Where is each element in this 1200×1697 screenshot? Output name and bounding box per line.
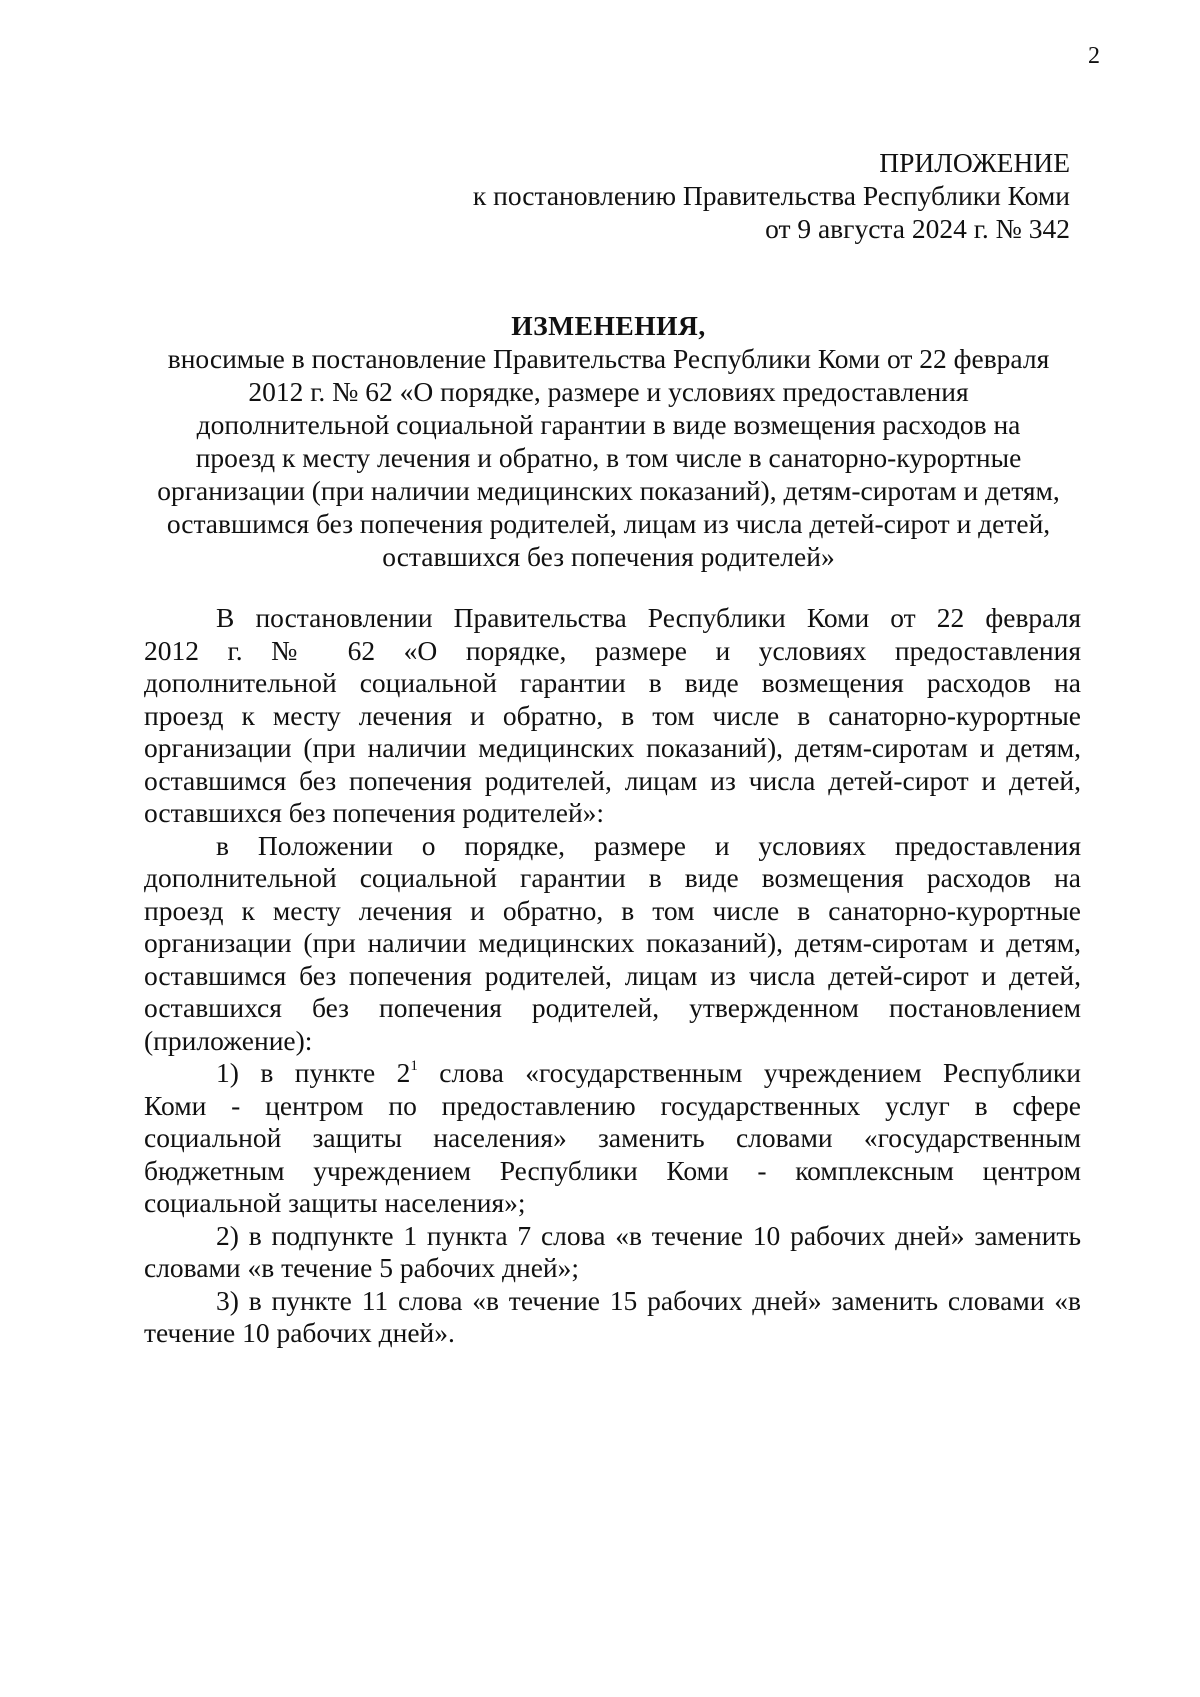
paragraph-line: 2012 г. № 62 «О порядке, размере и условиях предоставления	[144, 634, 1081, 666]
paragraph-line: оставшихся без попечения родителей»:	[144, 797, 605, 828]
paragraph-line: Коми - центром по предоставлению государственных услуг в сфере	[144, 1089, 1081, 1121]
superscript-index: 1	[410, 1058, 418, 1074]
amendment-item-1	[144, 1057, 1081, 1220]
subtitle-line: оставшихся без попечения родителей»	[382, 541, 835, 572]
paragraph-line: дополнительной социальной гарантии в виде возмещения расходов на	[144, 667, 1081, 698]
paragraph-intro	[144, 602, 1081, 830]
appendix-resolution-date: от 9 августа 2024 г. № 342	[765, 213, 1070, 244]
paragraph-line: оставшимся без попечения родителей, лицам из числа детей-сирот и детей,	[144, 959, 1081, 991]
subtitle-line: 2012 г. № 62 «О порядке, размере и условиях предоставления	[248, 376, 969, 407]
document-subtitle	[140, 342, 1077, 573]
paragraph-line: оставшимся без попечения родителей, лицам из числа детей-сирот и детей,	[144, 764, 1081, 796]
document-body	[144, 602, 1081, 1350]
paragraph-line: течение 10 рабочих дней».	[144, 1317, 455, 1348]
appendix-resolution-ref: к постановлению Правительства Республики Коми	[472, 180, 1070, 211]
paragraph-line: В постановлении Правительства Республики Коми от 22 февраля	[216, 602, 1081, 633]
paragraph-line: организации (при наличии медицинских показаний), детям-сиротам и детям,	[144, 927, 1081, 958]
subtitle-line: оставшимся без попечения родителей, лицам из числа детей-сирот и детей,	[166, 508, 1051, 539]
appendix-header	[473, 146, 1070, 245]
paragraph-line: оставшихся без попечения родителей, утвержденном постановлением	[144, 992, 1081, 1023]
document-title: ИЗМЕНЕНИЯ,	[511, 310, 706, 341]
appendix-label: ПРИЛОЖЕНИЕ	[879, 147, 1070, 178]
subtitle-line: проезд к месту лечения и обратно, в том числе в санаторно-курортные	[195, 442, 1022, 473]
paragraph-line: в Положении о порядке, размере и условиях предоставления	[216, 829, 1081, 861]
paragraph-line: 3) в пункте 11 слова «в течение 15 рабочих дней» заменить словами «в	[216, 1284, 1081, 1316]
amendment-item-3	[144, 1285, 1081, 1350]
subtitle-line: организации (при наличии медицинских показаний), детям-сиротам и детям,	[157, 475, 1060, 506]
paragraph-line: бюджетным учреждением Республики Коми - комплексным центром	[144, 1154, 1081, 1186]
subtitle-line: дополнительной социальной гарантии в виде возмещения расходов на	[196, 409, 1021, 440]
paragraph-line: проезд к месту лечения и обратно, в том числе в санаторно-курортные	[144, 699, 1081, 731]
paragraph-line: проезд к месту лечения и обратно, в том числе в санаторно-курортные	[144, 894, 1081, 926]
paragraph-regulation	[144, 830, 1081, 1058]
paragraph-line: (приложение):	[144, 1024, 313, 1056]
amendment-lead-line	[144, 1057, 1081, 1090]
amendment-lead-text: 1) в пункте 2	[216, 1057, 411, 1088]
amendment-item-2	[144, 1220, 1081, 1285]
amendment-lead-text: слова «государственным учреждением Республики	[417, 1057, 1081, 1088]
paragraph-line: 2) в подпункте 1 пункта 7 слова «в течение 10 рабочих дней» заменить	[216, 1219, 1081, 1251]
page-number: 2	[1088, 43, 1100, 69]
paragraph-line: словами «в течение 5 рабочих дней»;	[144, 1252, 580, 1283]
paragraph-line: организации (при наличии медицинских показаний), детям-сиротам и детям,	[144, 732, 1081, 763]
paragraph-line: дополнительной социальной гарантии в виде возмещения расходов на	[144, 862, 1081, 893]
paragraph-line: социальной защиты населения» заменить словами «государственным	[144, 1122, 1081, 1153]
subtitle-line: вносимые в постановление Правительства Республики Коми от 22 февраля	[167, 343, 1050, 374]
paragraph-line: социальной защиты населения»;	[144, 1187, 526, 1218]
